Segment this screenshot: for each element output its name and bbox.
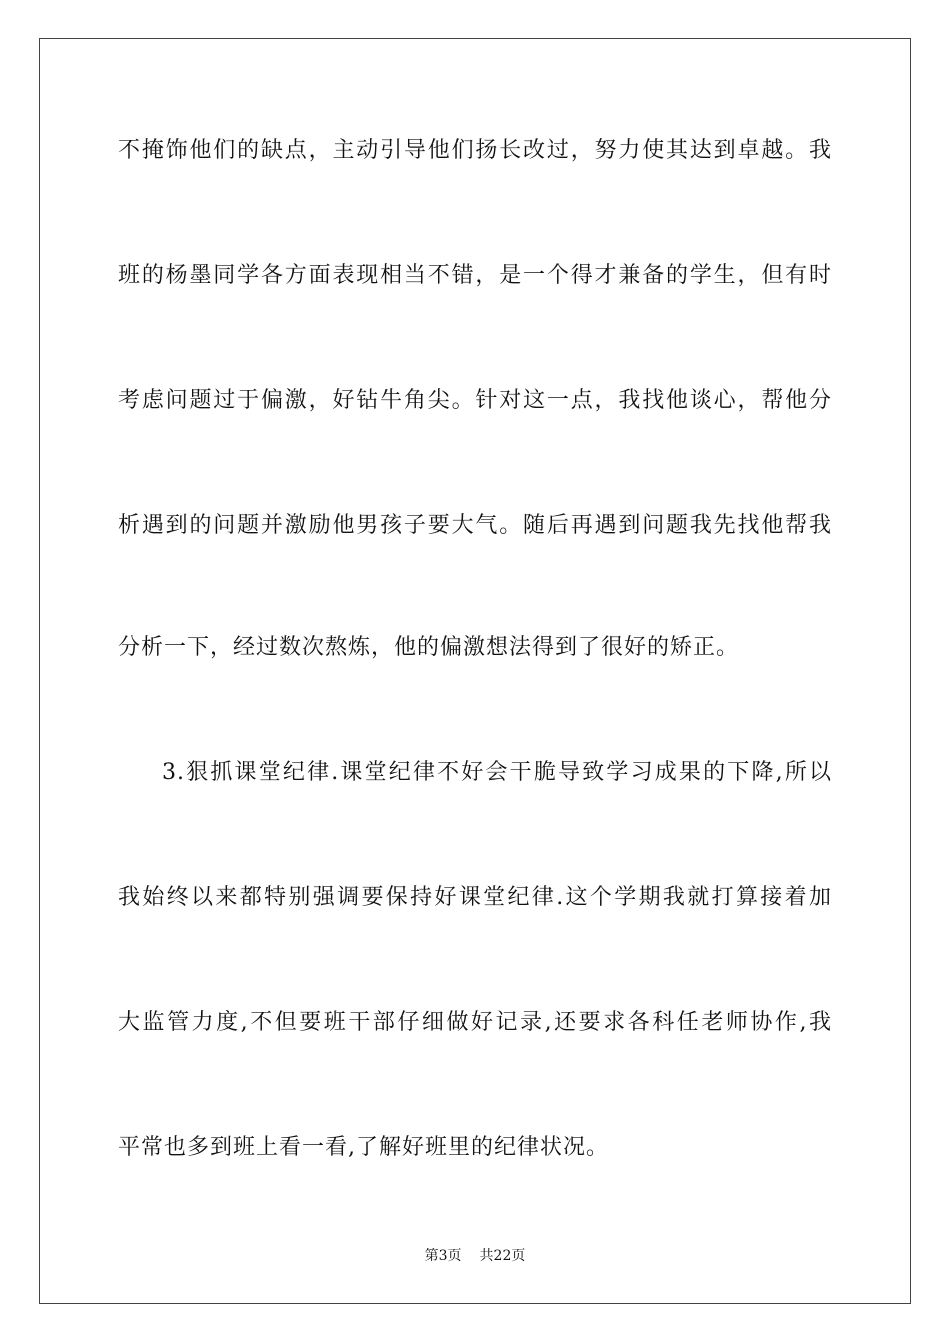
paragraph-line-7: 我始终以来都特别强调要保持好课堂纪律.这个学期我就打算接着加: [118, 885, 832, 910]
page-footer: [0, 1247, 950, 1265]
page-number: 第3页: [424, 1248, 462, 1264]
page-border: [39, 38, 911, 1304]
paragraph-line-4: 析遇到的问题并激励他男孩子要大气。随后再遇到问题我先找他帮我: [118, 513, 832, 538]
paragraph-line-5: 分析一下，经过数次熬炼，他的偏激想法得到了很好的矫正。: [118, 635, 740, 660]
paragraph-line-8: 大监管力度,不但要班干部仔细做好记录,还要求各科任老师协作,我: [118, 1010, 832, 1035]
paragraph-line-3: 考虑问题过于偏激，好钻牛角尖。针对这一点，我找他谈心，帮他分: [118, 388, 832, 413]
paragraph-line-2: 班的杨墨同学各方面表现相当不错，是一个得才兼备的学生，但有时: [118, 263, 832, 288]
paragraph-line-9: 平常也多到班上看一看,了解好班里的纪律状况。: [118, 1135, 609, 1160]
paragraph-line-1: 不掩饰他们的缺点，主动引导他们扬长改过，努力使其达到卓越。我: [118, 138, 832, 163]
page-total: 共22页: [479, 1248, 526, 1264]
paragraph-line-6: 3.狠抓课堂纪律.课堂纪律不好会干脆导致学习成果的下降,所以: [162, 760, 832, 785]
